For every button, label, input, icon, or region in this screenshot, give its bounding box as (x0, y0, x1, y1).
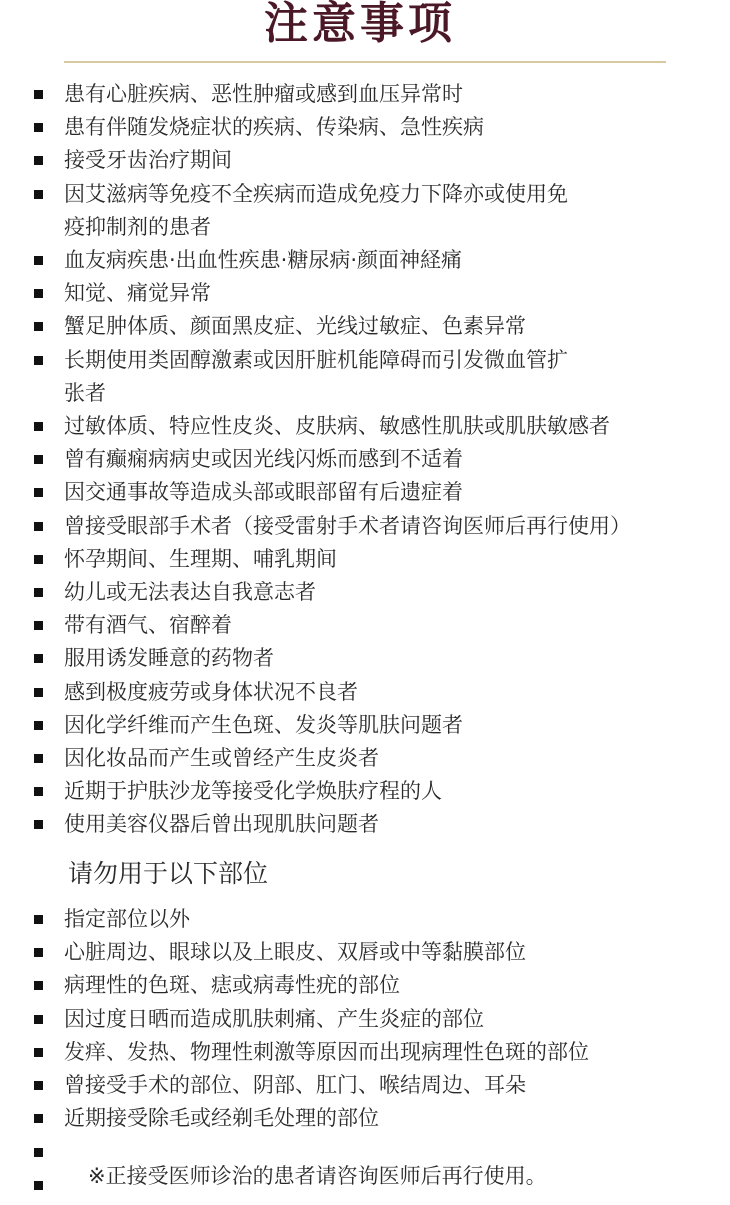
list-item-text: 因化学纤维而产生色斑、发炎等肌肤问题者 (64, 712, 463, 737)
list-item-text: 疫抑制剂的患者 (64, 214, 211, 239)
list-item-text: 使用美容仪器后曾出现肌肤问题者 (64, 812, 379, 837)
prohibited-areas-list (0, 903, 730, 1135)
list-item-text: 患有伴随发烧症状的疾病、传染病、急性疾病 (64, 115, 484, 140)
list-item (0, 144, 730, 177)
bullet-icon (34, 1081, 43, 1090)
list-item (0, 510, 730, 543)
bullet-icon (34, 754, 43, 763)
list-item-text: 接受牙齿治疗期间 (64, 148, 232, 173)
list-item-text: 怀孕期间、生理期、哺乳期间 (64, 546, 337, 571)
bullet-icon (34, 588, 43, 597)
doctor-note: ※正接受医师诊治的患者请咨询医师后再行使用。 (88, 1164, 547, 1188)
list-item-text: 患有心脏疾病、恶性肿瘤或感到血压异常时 (64, 82, 463, 106)
list-item-text: 幼儿或无法表达自我意志者 (64, 580, 316, 605)
list-item-text: 因化妆品而产生或曾经产生皮炎者 (64, 746, 379, 771)
list-item (0, 676, 730, 709)
list-item (0, 244, 730, 277)
bullet-icon (34, 688, 43, 697)
bullet-icon (34, 1114, 43, 1123)
list-item (0, 576, 730, 609)
list-item (0, 808, 730, 841)
bullet-icon (34, 820, 43, 829)
bullet-icon (34, 123, 43, 132)
bullet-icon (34, 721, 43, 730)
bullet-icon (34, 555, 43, 564)
bullet-icon (34, 981, 43, 990)
list-item (0, 642, 730, 675)
list-item (0, 903, 730, 936)
list-item (0, 310, 730, 343)
bullet-icon (34, 948, 43, 957)
list-item (0, 1036, 730, 1069)
list-item-text: 因过度日晒而造成肌肤刺痛、产生炎症的部位 (64, 1006, 484, 1031)
list-item (0, 78, 730, 111)
list-item (0, 709, 730, 742)
section-title-prohibited-areas: 请勿用于以下部位 (68, 859, 269, 888)
list-item (0, 936, 730, 969)
list-item-text: 长期使用类固醇激素或因肝脏机能障碍而引发微血管扩 (64, 347, 568, 372)
list-item (0, 111, 730, 144)
list-item-text: 近期接受除毛或经剃毛处理的部位 (64, 1106, 379, 1131)
list-item-text: 曾接受眼部手术者（接受雷射手术者请咨询医师后再行使用） (64, 513, 631, 538)
bullet-icon (34, 156, 43, 165)
bullet-icon (34, 621, 43, 630)
list-item-text: 服用诱发睡意的药物者 (64, 646, 274, 671)
bullet-icon (34, 522, 43, 531)
bullet-icon (34, 787, 43, 796)
list-item (0, 742, 730, 775)
bullet-icon (34, 1148, 43, 1157)
list-item (0, 969, 730, 1002)
list-item-text: 蟹足肿体质、颜面黑皮症、光线过敏症、色素异常 (64, 314, 526, 339)
list-item (0, 178, 730, 211)
list-item-text: 近期于护肤沙龙等接受化学焕肤疗程的人 (64, 779, 442, 804)
list-item-text: 知觉、痛觉异常 (64, 281, 211, 306)
title-divider (64, 61, 666, 63)
list-item (0, 1069, 730, 1102)
list-item (0, 1102, 730, 1135)
bullet-icon (34, 915, 43, 924)
list-item-text: 因艾滋病等免疫不全疾病而造成免疫力下降亦或使用免 (64, 181, 568, 206)
bullet-icon (34, 356, 43, 365)
list-item-continuation (0, 377, 730, 410)
precautions-list (0, 78, 730, 842)
list-item-text: 过敏体质、特应性皮炎、皮肤病、敏感性肌肤或肌肤敏感者 (64, 414, 610, 439)
bullet-icon (34, 654, 43, 663)
bullet-icon (34, 322, 43, 331)
bullet-icon (34, 422, 43, 431)
bullet-icon (34, 190, 43, 199)
list-item-text: 指定部位以外 (64, 907, 190, 931)
bullet-icon (34, 256, 43, 265)
list-item (0, 609, 730, 642)
list-item (0, 1003, 730, 1036)
page-title: 注意事项 (264, 0, 456, 49)
list-item-text: 张者 (64, 380, 106, 405)
list-item-text: 感到极度疲劳或身体状况不良者 (64, 679, 358, 704)
list-item (0, 543, 730, 576)
list-item-text: 曾接受手术的部位、阴部、肛门、喉结周边、耳朵 (64, 1073, 526, 1098)
list-item (0, 443, 730, 476)
list-item-text: 病理性的色斑、痣或病毒性疣的部位 (64, 973, 400, 998)
list-item-text: 发痒、发热、物理性刺激等原因而出现病理性色斑的部位 (64, 1039, 589, 1064)
list-item-text: 因交通事故等造成头部或眼部留有后遗症着 (64, 480, 463, 505)
list-item (0, 410, 730, 443)
bullet-icon (34, 1181, 43, 1190)
list-item-continuation (0, 211, 730, 244)
bullet-icon (34, 289, 43, 298)
list-item (0, 344, 730, 377)
bullet-icon (34, 488, 43, 497)
list-item-text: 带有酒气、宿醉着 (64, 613, 232, 638)
list-item (0, 476, 730, 509)
list-item-text: 心脏周边、眼球以及上眼皮、双唇或中等黏膜部位 (64, 940, 526, 965)
bullet-icon (34, 90, 43, 99)
list-item-text: 曾有癫痫病病史或因光线闪烁而感到不适着 (64, 447, 463, 472)
bullet-icon (34, 455, 43, 464)
bullet-icon (34, 1015, 43, 1024)
bullet-icon (34, 1048, 43, 1057)
list-item (0, 277, 730, 310)
list-item (0, 775, 730, 808)
list-item-text: 血友病疾患·出血性疾患·糖尿病·颜面神経痛 (64, 248, 463, 273)
